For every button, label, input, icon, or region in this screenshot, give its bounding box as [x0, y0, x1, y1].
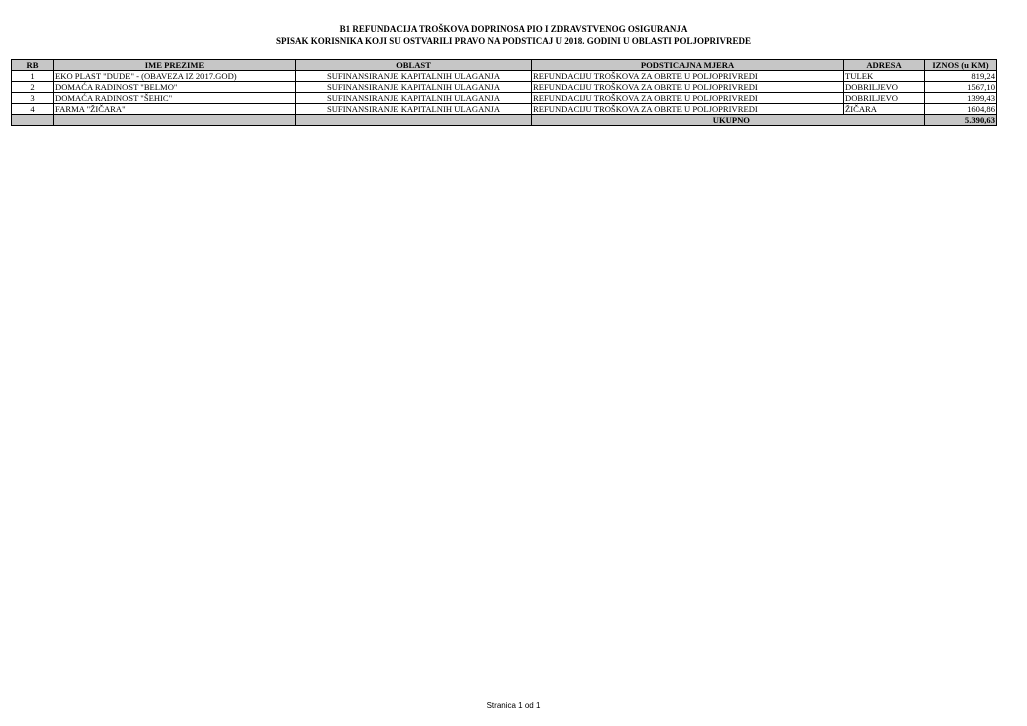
title-line-1: B1 REFUNDACIJA TROŠKOVA DOPRINOSA PIO I ZDRAVSTVENOG OSIGURANJA — [339, 24, 688, 34]
cell-oblast: SUFINANSIRANJE KAPITALNIH ULAGANJA — [296, 93, 532, 104]
cell-rb: 1 — [12, 71, 54, 82]
cell-iznos: 1567,10 — [925, 82, 997, 93]
title-line-2: SPISAK KORISNIKA KOJI SU OSTVARILI PRAVO NA PODSTICAJ U 2018. GODINI U OBLASTI POLJOPRIVREDE — [275, 36, 752, 46]
header-oblast: OBLAST — [296, 60, 532, 71]
header-adresa: ADRESA — [844, 60, 925, 71]
cell-ime-prezime: FARMA "ŽIČARA" — [54, 104, 296, 115]
cell-iznos: 819,24 — [925, 71, 997, 82]
header-iznos: IZNOS (u KM) — [925, 60, 997, 71]
cell-podsticajna-mjera: REFUNDACIJU TROŠKOVA ZA OBRTE U POLJOPRIVREDI — [532, 71, 844, 82]
cell-oblast: SUFINANSIRANJE KAPITALNIH ULAGANJA — [296, 82, 532, 93]
cell-rb: 4 — [12, 104, 54, 115]
cell-rb: 3 — [12, 93, 54, 104]
table-row — [12, 71, 997, 82]
total-cell-empty — [12, 115, 54, 126]
total-cell-empty — [54, 115, 296, 126]
header-podsticajna-mjera: PODSTICAJNA MJERA — [532, 60, 844, 71]
header-rb: RB — [12, 60, 54, 71]
cell-iznos: 1399,43 — [925, 93, 997, 104]
total-label: UKUPNO — [532, 115, 925, 126]
page-number: Stranica 1 od 1 — [486, 701, 541, 710]
table-header-row — [12, 60, 997, 71]
document-title — [0, 23, 1027, 47]
cell-iznos: 1604,86 — [925, 104, 997, 115]
table-row — [12, 93, 997, 104]
cell-oblast: SUFINANSIRANJE KAPITALNIH ULAGANJA — [296, 104, 532, 115]
cell-adresa: TULEK — [844, 71, 925, 82]
total-cell-empty — [296, 115, 532, 126]
total-row — [12, 115, 997, 126]
cell-ime-prezime: DOMAĆA RADINOST "ŠEHIC" — [54, 93, 296, 104]
cell-adresa: DOBRILJEVO — [844, 82, 925, 93]
cell-adresa: ŽIČARA — [844, 104, 925, 115]
beneficiaries-table — [11, 59, 997, 126]
cell-podsticajna-mjera: REFUNDACIJU TROŠKOVA ZA OBRTE U POLJOPRIVREDI — [532, 82, 844, 93]
table-row — [12, 82, 997, 93]
cell-podsticajna-mjera: REFUNDACIJU TROŠKOVA ZA OBRTE U POLJOPRIVREDI — [532, 104, 844, 115]
cell-ime-prezime: DOMAĆA RADINOST "BELMO" — [54, 82, 296, 93]
cell-rb: 2 — [12, 82, 54, 93]
cell-adresa: DOBRILJEVO — [844, 93, 925, 104]
cell-podsticajna-mjera: REFUNDACIJU TROŠKOVA ZA OBRTE U POLJOPRIVREDI — [532, 93, 844, 104]
cell-ime-prezime: EKO PLAST "DUDE" - (OBAVEZA IZ 2017.GOD) — [54, 71, 296, 82]
total-value: 5.390,63 — [925, 115, 997, 126]
table-row — [12, 104, 997, 115]
cell-oblast: SUFINANSIRANJE KAPITALNIH ULAGANJA — [296, 71, 532, 82]
header-ime-prezime: IME PREZIME — [54, 60, 296, 71]
